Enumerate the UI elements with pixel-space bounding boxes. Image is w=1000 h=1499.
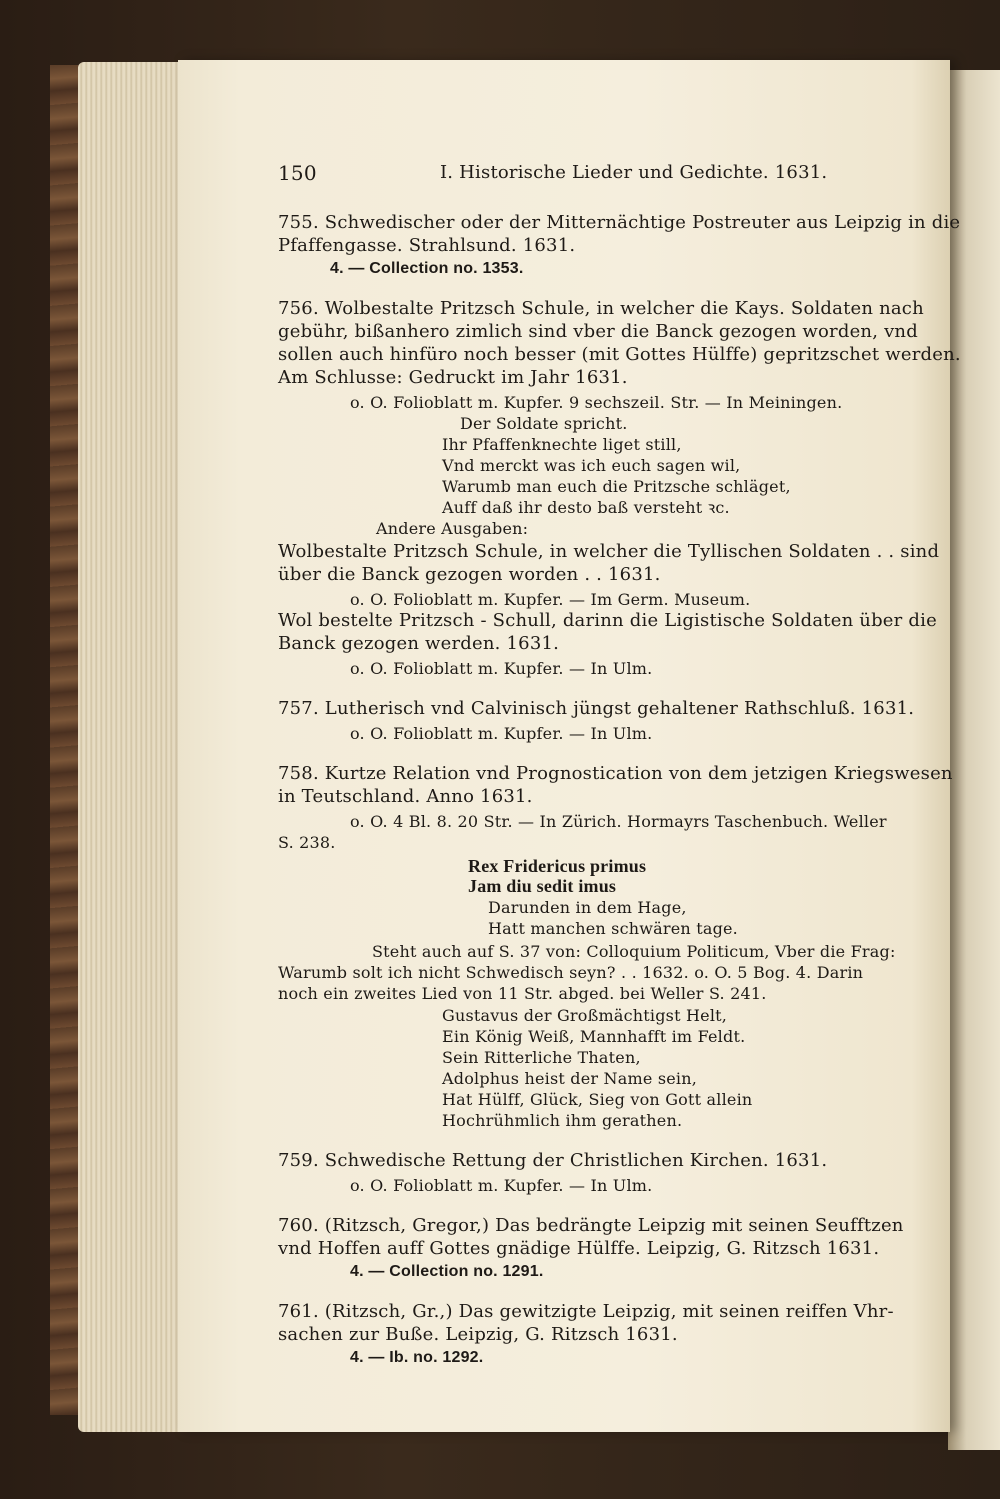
entry-761-source: 4. — Ib. no. 1292. [350, 1349, 484, 1366]
entry-756-title: 756. Wolbestalte Pritzsch Schule, in welcher die Kays. Soldaten nach [278, 298, 924, 319]
entry-758-title-cont: in Teutschland. Anno 1631. [278, 786, 533, 807]
edition-source: o. O. Folioblatt m. Kupfer. — Im Germ. Museum. [350, 590, 751, 609]
note-line: Steht auch auf S. 37 von: Colloquium Politicum, Vber die Frag: [372, 942, 896, 961]
note-line: Warumb solt ich nicht Schwedisch seyn? . . 1632. o. O. 5 Bog. 4. Darin [278, 963, 864, 982]
entry-760-title: 760. (Ritzsch, Gregor,) Das bedrängte Leipzig mit seinen Seufftzen [278, 1215, 904, 1236]
other-editions-label: Andere Ausgaben: [376, 519, 529, 538]
verse-line: Vnd merckt was ich euch sagen wil, [442, 456, 741, 475]
note-line: noch ein zweites Lied von 11 Str. abged. bei Weller S. 241. [278, 984, 767, 1003]
verse-line: Darunden in dem Hage, [488, 898, 687, 917]
entry-755-title-cont: Pfaffengasse. Strahlsund. 1631. [278, 235, 576, 256]
verse-line: Hatt manchen schwären tage. [488, 919, 738, 938]
edition-source: o. O. Folioblatt m. Kupfer. — In Ulm. [350, 659, 653, 678]
entry-761-title-cont: sachen zur Buße. Leipzig, G. Ritzsch 1631. [278, 1324, 678, 1345]
entry-758-source: o. O. 4 Bl. 8. 20 Str. — In Zürich. Hormayrs Taschenbuch. Weller [350, 812, 887, 831]
entry-761-title: 761. (Ritzsch, Gr.,) Das gewitzigte Leipzig, mit seinen reiffen Vhr- [278, 1301, 894, 1322]
edition-line: über die Banck gezogen worden . . 1631. [278, 564, 661, 585]
verse-line: Der Soldate spricht. [460, 414, 628, 433]
entry-756-source: o. O. Folioblatt m. Kupfer. 9 sechszeil. Str. — In Meiningen. [350, 393, 843, 412]
entry-758-title: 758. Kurtze Relation vnd Prognostication von dem jetzigen Kriegswesen [278, 763, 953, 784]
entry-760-source: 4. — Collection no. 1291. [350, 1263, 544, 1280]
running-title: I. Historische Lieder und Gedichte. 1631. [440, 162, 828, 183]
edition-line: Wol bestelte Pritzsch - Schull, darinn die Ligistische Soldaten über die [278, 610, 937, 631]
entry-756-line: sollen auch hinfüro noch besser (mit Gottes Hülffe) gepritzschet werden. [278, 344, 961, 365]
verse-line: Jam diu sedit imus [468, 876, 617, 896]
facing-page-edge [948, 70, 1000, 1450]
page-number: 150 [278, 161, 317, 185]
book-page [178, 60, 961, 1432]
edition-line: Wolbestalte Pritzsch Schule, in welcher die Tyllischen Soldaten . . sind [278, 541, 940, 562]
verse-line: Warumb man euch die Pritzsche schläget, [442, 477, 791, 496]
verse-line: Gustavus der Großmächtigst Helt, [442, 1006, 728, 1025]
entry-756-line: Am Schlusse: Gedruckt im Jahr 1631. [278, 367, 628, 388]
verse-line: Ein König Weiß, Mannhafft im Feldt. [442, 1027, 746, 1046]
entry-758-source-cont: S. 238. [278, 833, 336, 852]
verse-line: Sein Ritterliche Thaten, [442, 1048, 641, 1067]
entry-760-title-cont: vnd Hoffen auff Gottes gnädige Hülffe. Leipzig, G. Ritzsch 1631. [278, 1238, 880, 1259]
entry-755-source: 4. — Collection no. 1353. [330, 260, 524, 277]
entry-757-title: 757. Lutherisch vnd Calvinisch jüngst gehaltener Rathschluß. 1631. [278, 698, 915, 719]
verse-line: Rex Fridericus primus [468, 856, 647, 876]
entry-759-title: 759. Schwedische Rettung der Christlichen Kirchen. 1631. [278, 1150, 828, 1171]
entry-759-source: o. O. Folioblatt m. Kupfer. — In Ulm. [350, 1176, 653, 1195]
entry-755-title: 755. Schwedischer oder der Mitternächtige Postreuter aus Leipzig in die [278, 212, 961, 233]
entry-756-line: gebühr, bißanhero zimlich sind vber die Banck gezogen worden, vnd [278, 321, 918, 342]
verse-line: Adolphus heist der Name sein, [442, 1069, 698, 1088]
verse-line: Ihr Pfaffenknechte liget still, [442, 435, 682, 454]
edition-line: Banck gezogen werden. 1631. [278, 633, 560, 654]
verse-line: Hochrühmlich ihm gerathen. [442, 1111, 683, 1130]
verse-line: Hat Hülff, Glück, Sieg von Gott allein [442, 1090, 753, 1109]
entry-757-source: o. O. Folioblatt m. Kupfer. — In Ulm. [350, 724, 653, 743]
verse-line: Auff daß ihr desto baß versteht ꝛc. [442, 498, 730, 517]
